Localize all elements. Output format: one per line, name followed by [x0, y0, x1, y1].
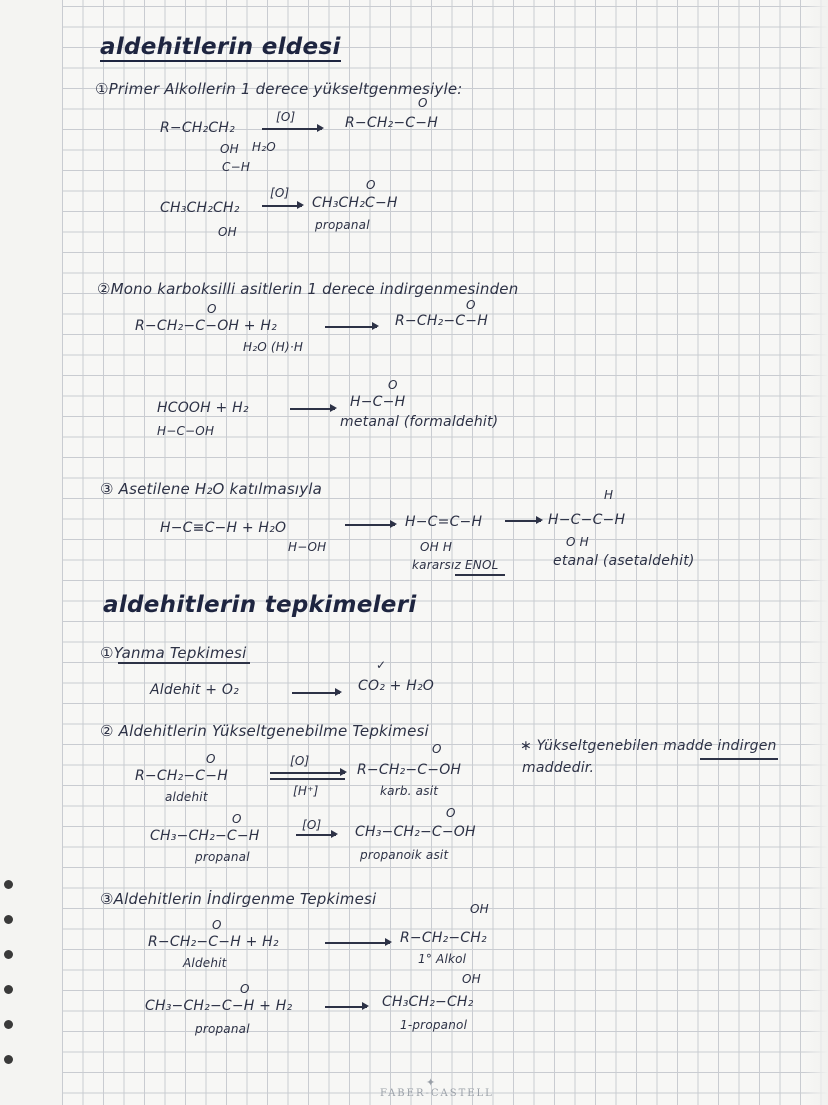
heading-text: aldehitlerin eldesi	[100, 34, 341, 60]
reaction-arrow	[262, 128, 322, 130]
t3-r1-left: R−CH₂−C−H + H₂	[148, 934, 279, 950]
heading-aldehit-tepkimeleri	[103, 592, 417, 618]
t2-r2-right-name: propanoik asit	[360, 848, 449, 862]
note-underline	[700, 758, 778, 760]
t2-r2-right: CH₃−CH₂−C−OH	[355, 824, 476, 840]
t2-r1-left: R−CH₂−C−H	[135, 768, 228, 784]
heading-underline	[100, 60, 341, 62]
heading-aldehit-eldesi	[100, 34, 341, 60]
s2-r1-right-o: O	[466, 298, 476, 312]
binder-hole	[4, 915, 13, 924]
t2-r1-bottom: [H⁺]	[293, 784, 319, 798]
section-1-title: ①Primer Alkollerin 1 derece yükseltgenmesiyle:	[95, 80, 463, 98]
section-2-title: ②Mono karboksilli asitlerin 1 derece indirgenmesinden	[97, 280, 519, 298]
reaction-arrow	[270, 772, 345, 774]
s3-r1-right-sub: O H	[566, 535, 589, 549]
reaction-arrow	[292, 692, 340, 694]
binder-holes	[4, 880, 13, 1090]
s2-r1-right: R−CH₂−C−H	[395, 313, 488, 329]
s3-r1-right-top: H	[604, 488, 614, 502]
reaction-arrow	[325, 326, 377, 328]
note-line-1: ∗ Yükseltgenebilen madde indirgen	[520, 738, 777, 754]
brand-footer: FABER-CASTELL	[380, 1088, 494, 1099]
s1-r2-right: CH₃CH₂C−H	[312, 195, 398, 211]
t2-r1-left-o: O	[206, 752, 216, 766]
s2-r1-o: O	[207, 302, 217, 316]
t3-r1-left-o: O	[212, 918, 222, 932]
s3-r1-mid-sub: OH H	[420, 540, 453, 554]
s1-r2-oxidant: [O]	[270, 186, 290, 200]
t3-r2-right-name: 1-propanol	[400, 1018, 468, 1032]
t3-r1-right: R−CH₂−CH₂	[400, 930, 487, 946]
t1-eq-left: Aldehit + O₂	[150, 682, 239, 698]
s2-r2-name: metanal (formaldehit)	[340, 414, 499, 430]
s2-r2-left: HCOOH + H₂	[157, 400, 249, 416]
t3-r2-left-name: propanal	[195, 1022, 250, 1036]
brand-logo-icon: ✦	[426, 1076, 436, 1089]
s1-r1-left: R−CH₂CH₂	[160, 120, 235, 136]
t2-r1-top: [O]	[290, 754, 310, 768]
binder-hole	[4, 1020, 13, 1029]
t2-r2-left: CH₃−CH₂−C−H	[150, 828, 260, 844]
t2-r1-right-o: O	[432, 742, 442, 756]
t2-r1-right: R−CH₂−C−OH	[357, 762, 462, 778]
t3-r1-right-name: 1° Alkol	[418, 952, 467, 966]
s3-r1-right: H−C−C−H	[548, 512, 626, 528]
reaction-arrow	[262, 205, 302, 207]
check-mark: ✓	[376, 658, 387, 672]
t3-r1-left-name: Aldehit	[183, 956, 227, 970]
t3-r2-left: CH₃−CH₂−C−H + H₂	[145, 998, 293, 1014]
reaction-arrow	[296, 834, 336, 836]
s2-r2-right: H−C−H	[350, 394, 406, 410]
t2-r2-right-o: O	[446, 806, 456, 820]
s1-r2-oh: OH	[218, 225, 237, 239]
reaction-arrow	[345, 524, 395, 526]
s1-r1-right-o: O	[418, 96, 428, 110]
s1-r2-left: CH₃CH₂CH₂	[160, 200, 240, 216]
t1-eq-right: CO₂ + H₂O	[358, 678, 434, 694]
s2-r1-under: H₂O (H)·H	[243, 340, 304, 354]
t3-r1-right-oh: OH	[470, 902, 489, 916]
s1-r2-name: propanal	[315, 218, 370, 232]
t2-r2-oxidant: [O]	[302, 818, 322, 832]
s3-r1-mid: H−C=C−H	[405, 514, 483, 530]
t3-r2-right-oh: OH	[462, 972, 481, 986]
title-underline	[118, 662, 250, 664]
reaction-arrow	[325, 942, 390, 944]
s2-r2-right-o: O	[388, 378, 398, 392]
s3-r1-left: H−C≡C−H + H₂O	[160, 520, 287, 536]
t3-r2-right: CH₃CH₂−CH₂	[382, 994, 474, 1010]
reaction-arrow	[505, 520, 541, 522]
s1-r1-oxidant: [O]	[276, 110, 296, 124]
t2-r2-left-name: propanal	[195, 850, 250, 864]
binder-hole	[4, 1055, 13, 1064]
s2-r2-sub: H−C−OH	[157, 424, 215, 438]
heading-text: aldehitlerin tepkimeleri	[103, 592, 417, 618]
reverse-arrow	[270, 778, 345, 780]
reaction-2-title: ② Aldehitlerin Yükseltgenebilme Tepkimesi	[100, 722, 429, 740]
t2-r1-right-name: karb. asit	[380, 784, 439, 798]
reaction-arrow	[325, 1006, 367, 1008]
s3-r1-under: H−OH	[288, 540, 327, 554]
binder-hole	[4, 880, 13, 889]
s2-r1-left: R−CH₂−C−OH + H₂	[135, 318, 277, 334]
section-3-title: ③ Asetilene H₂O katılmasıyla	[100, 480, 323, 498]
s3-r1-mid-name: kararsız ENOL	[412, 558, 499, 572]
binder-hole	[4, 950, 13, 959]
s1-r1-h2o: H₂O	[252, 140, 276, 154]
t3-r2-left-o: O	[240, 982, 250, 996]
reaction-arrow	[290, 408, 335, 410]
s1-r1-bottom: C−H	[222, 160, 251, 174]
s3-r1-right-name: etanal (asetaldehit)	[553, 553, 695, 569]
t2-r2-left-o: O	[232, 812, 242, 826]
note-line-2: maddedir.	[522, 760, 595, 776]
t2-r1-left-name: aldehit	[165, 790, 208, 804]
page-edge-shade	[804, 0, 828, 1105]
s1-r1-right: R−CH₂−C−H	[345, 115, 438, 131]
binder-hole	[4, 985, 13, 994]
underline	[455, 574, 505, 576]
s1-r1-oh: OH	[220, 142, 239, 156]
s1-r2-right-o: O	[366, 178, 376, 192]
reaction-3-title: ③Aldehitlerin İndirgenme Tepkimesi	[100, 890, 377, 908]
reaction-1-title: ①Yanma Tepkimesi	[100, 644, 247, 662]
